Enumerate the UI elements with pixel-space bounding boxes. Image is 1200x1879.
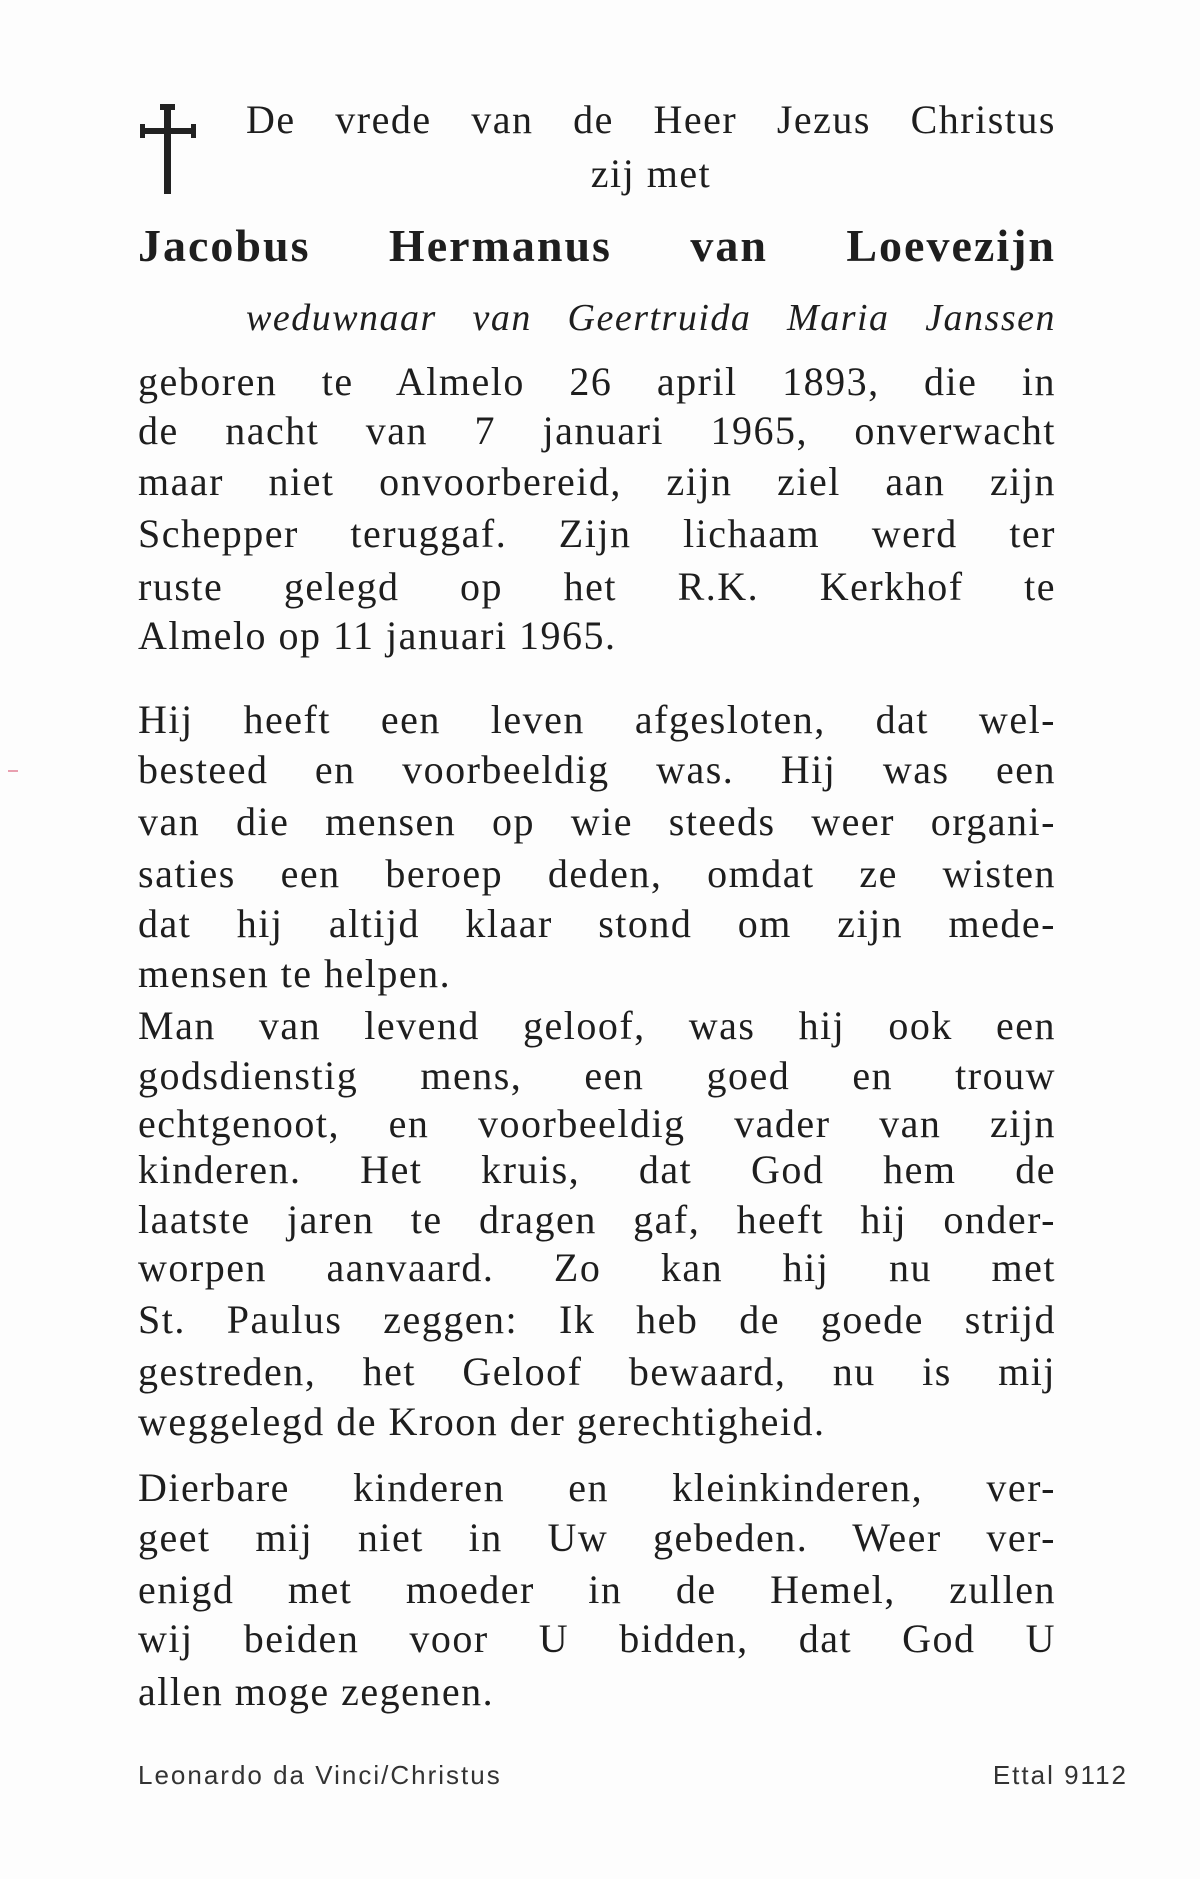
text-line: dat hij altijd klaar stond om zijn mede- bbox=[138, 901, 1056, 946]
text-line: geboren te Almelo 26 april 1893, die in bbox=[138, 359, 1056, 404]
text-line: Almelo op 11 januari 1965. bbox=[138, 613, 617, 658]
text-line: besteed en voorbeeldig was. Hij was een bbox=[138, 747, 1056, 792]
subtitle-widower: weduwnaar van Geertruida Maria Janssen bbox=[246, 297, 1056, 339]
text-line: kinderen. Het kruis, dat God hem de bbox=[138, 1147, 1056, 1192]
image-credit: Leonardo da Vinci/Christus bbox=[138, 1760, 502, 1790]
text-line: Hij heeft een leven afgesloten, dat wel- bbox=[138, 697, 1056, 742]
text-line: mensen te helpen. bbox=[138, 951, 452, 996]
text-line: St. Paulus zeggen: Ik heb de goede strijd bbox=[138, 1297, 1056, 1342]
text-line: weggelegd de Kroon der gerechtigheid. bbox=[138, 1399, 826, 1444]
text-line: worpen aanvaard. Zo kan hij nu met bbox=[138, 1245, 1056, 1290]
text-line: Man van levend geloof, was hij ook een bbox=[138, 1003, 1056, 1048]
text-line: geet mij niet in Uw gebeden. Weer ver- bbox=[138, 1515, 1056, 1560]
text-line: Dierbare kinderen en kleinkinderen, ver- bbox=[138, 1465, 1056, 1510]
text-line: allen moge zegenen. bbox=[138, 1669, 495, 1714]
text-line: van die mensen op wie steeds weer organi- bbox=[138, 799, 1056, 844]
text-line: de nacht van 7 januari 1965, onverwacht bbox=[138, 408, 1056, 453]
text-line: gestreden, het Geloof bewaard, nu is mij bbox=[138, 1349, 1056, 1394]
deceased-name: Jacobus Hermanus van Loevezijn bbox=[138, 220, 1056, 271]
edge-mark bbox=[8, 770, 18, 772]
header-line-1: De vrede van de Heer Jezus Christus bbox=[246, 97, 1056, 142]
cross-icon bbox=[140, 104, 196, 196]
text-line: laatste jaren te dragen gaf, heeft hij onder- bbox=[138, 1197, 1056, 1242]
text-line: ruste gelegd op het R.K. Kerkhof te bbox=[138, 564, 1056, 609]
text-line: maar niet onvoorbereid, zijn ziel aan zijn bbox=[138, 459, 1056, 504]
header-line-2: zij met bbox=[590, 151, 712, 196]
text-line: echtgenoot, en voorbeeldig vader van zijn bbox=[138, 1101, 1056, 1146]
print-code: Ettal 9112 bbox=[992, 1760, 1128, 1790]
text-line: wij beiden voor U bidden, dat God U bbox=[138, 1616, 1056, 1661]
text-line: godsdienstig mens, een goed en trouw bbox=[138, 1053, 1056, 1098]
text-line: saties een beroep deden, omdat ze wisten bbox=[138, 851, 1056, 896]
text-line: Schepper teruggaf. Zijn lichaam werd ter bbox=[138, 511, 1056, 556]
text-line: enigd met moeder in de Hemel, zullen bbox=[138, 1567, 1056, 1612]
